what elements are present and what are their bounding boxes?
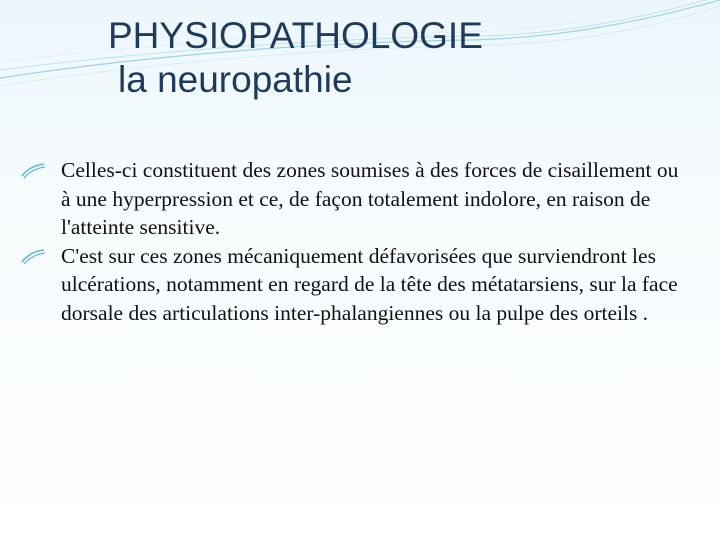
swoosh-bullet-icon [20,248,46,266]
bullet-text: Celles-ci constituent des zones soumises à des forces de cisaillement ou à une hyperpression et ce, de façon totalement indolore, en raison de l'atteinte sensitive. [61,158,679,239]
bullet-list [20,156,690,327]
page-title [108,14,483,102]
swoosh-bullet-icon [20,162,46,180]
title-line-2: la neuropathie [118,59,353,100]
bullet-text: C'est sur ces zones mécaniquement défavorisées que surviendront les ulcérations, notamment en regard de la tête des métatarsiens, sur la face dorsale des articulations inter-phalangiennes ou la pulpe des orteils . [61,243,678,325]
bullet-item [20,242,690,328]
bullet-item [20,156,690,242]
title-line-1: PHYSIOPATHOLOGIE [108,15,483,56]
